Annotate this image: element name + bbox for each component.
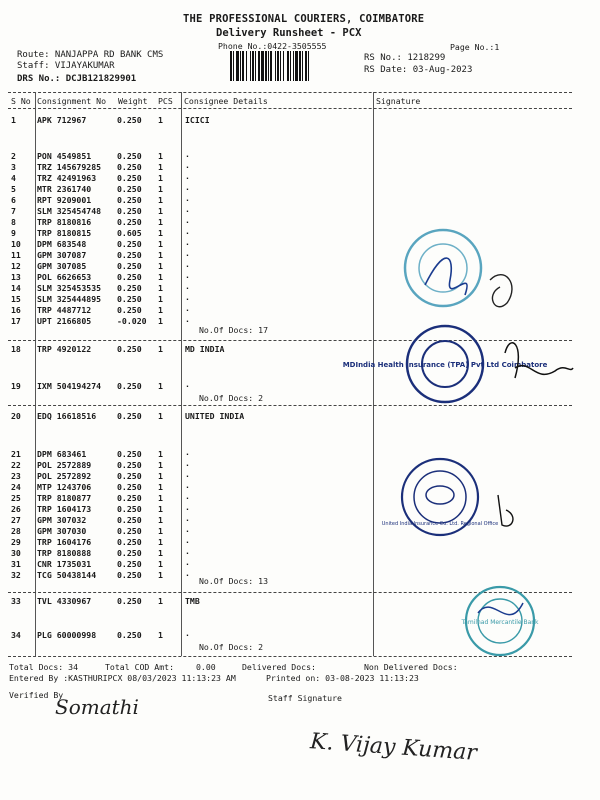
row-sno: 30 <box>11 548 21 558</box>
row-consignment: TRP 4920122 <box>37 344 92 354</box>
row-pcs: 1 <box>158 316 163 326</box>
row-weight: 0.250 <box>117 493 142 503</box>
row-pcs: 1 <box>158 548 163 558</box>
col-pcs: PCS <box>158 96 173 106</box>
row-consignment: TRZ 42491963 <box>37 173 97 183</box>
row-weight: 0.250 <box>117 206 142 216</box>
row-consignment: POL 6626653 <box>37 272 92 282</box>
row-consignment: POL 2572889 <box>37 460 92 470</box>
row-pcs: 1 <box>158 515 163 525</box>
row-sno: 18 <box>11 344 21 354</box>
row-pcs: 1 <box>158 305 163 315</box>
row-pcs: 1 <box>158 217 163 227</box>
row-weight: 0.250 <box>117 471 142 481</box>
staff-name: Staff: VIJAYAKUMAR <box>17 61 115 71</box>
total-docs: Total Docs: 34 <box>9 662 79 672</box>
row-consignee-blank: . <box>185 469 190 479</box>
group-doc-count: No.Of Docs: 2 <box>199 642 264 652</box>
col-weight: Weight <box>118 96 148 106</box>
footer-divider <box>8 656 572 657</box>
row-pcs: 1 <box>158 381 163 391</box>
row-weight: 0.250 <box>117 449 142 459</box>
row-sno: 3 <box>11 162 16 172</box>
row-consignment: SLM 325444895 <box>37 294 102 304</box>
row-weight: 0.250 <box>117 250 142 260</box>
row-pcs: 1 <box>158 493 163 503</box>
row-consignee-blank: . <box>185 314 190 324</box>
staff-handwritten-signature: K. Vijay Kumar <box>309 729 478 766</box>
verifier-signature: Somathi <box>55 695 139 719</box>
row-consignment: PLG 60000998 <box>37 630 97 640</box>
row-consignee-blank: . <box>185 215 190 225</box>
row-pcs: 1 <box>158 630 163 640</box>
mdindia-stamp-text: MDIndia Health Insurance (TPA) Pvt Ltd Coimbatore <box>342 361 548 369</box>
doc-title: Delivery Runsheet - PCX <box>216 27 362 39</box>
row-weight: 0.250 <box>117 217 142 227</box>
row-consignee-blank: . <box>185 193 190 203</box>
printed-on: Printed on: 03-08-2023 11:13:23 <box>266 673 419 683</box>
col-rule <box>181 92 182 656</box>
row-consignment: POL 2572892 <box>37 471 92 481</box>
row-sno: 15 <box>11 294 21 304</box>
row-sno: 21 <box>11 449 21 459</box>
row-weight: 0.250 <box>117 272 142 282</box>
row-consignee-blank: . <box>185 182 190 192</box>
row-pcs: 1 <box>158 482 163 492</box>
row-sno: 16 <box>11 305 21 315</box>
row-consignee-blank: . <box>185 480 190 490</box>
row-consignment: TRP 8180877 <box>37 493 92 503</box>
row-consignment: UPT 2166805 <box>37 316 92 326</box>
row-pcs: 1 <box>158 596 163 606</box>
row-consignment: GPM 307085 <box>37 261 87 271</box>
row-consignee-blank: . <box>185 546 190 556</box>
row-sno: 11 <box>11 250 21 260</box>
row-pcs: 1 <box>158 411 163 421</box>
col-rule <box>35 92 36 656</box>
rs-number: RS No.: 1218299 <box>364 53 446 63</box>
row-sno: 25 <box>11 493 21 503</box>
row-consignment: SLM 325453535 <box>37 283 102 293</box>
row-sno: 9 <box>11 228 16 238</box>
row-consignee: UNITED INDIA <box>185 411 245 421</box>
row-sno: 22 <box>11 460 21 470</box>
row-sno: 8 <box>11 217 16 227</box>
row-consignment: MTR 2361740 <box>37 184 92 194</box>
row-pcs: 1 <box>158 526 163 536</box>
total-cod-value: 0.00 <box>196 662 216 672</box>
row-pcs: 1 <box>158 239 163 249</box>
header-divider-bottom <box>8 108 572 109</box>
header-divider-top <box>8 92 572 93</box>
row-consignee-blank: . <box>185 524 190 534</box>
col-consignment: Consignment No <box>37 96 107 106</box>
row-consignee-blank: . <box>185 535 190 545</box>
row-weight: 0.250 <box>117 162 142 172</box>
row-sno: 31 <box>11 559 21 569</box>
row-consignee-blank: . <box>185 281 190 291</box>
row-sno: 12 <box>11 261 21 271</box>
united-india-stamp-text: United India Insurance Co. Ltd. Regional Office <box>381 521 499 527</box>
row-consignment: DPM 683461 <box>37 449 87 459</box>
row-sno: 5 <box>11 184 16 194</box>
row-pcs: 1 <box>158 115 163 125</box>
row-weight: 0.250 <box>117 381 142 391</box>
row-weight: 0.250 <box>117 411 142 421</box>
row-weight: 0.250 <box>117 537 142 547</box>
row-weight: 0.250 <box>117 151 142 161</box>
row-consignment: CNR 1735031 <box>37 559 92 569</box>
row-weight: 0.250 <box>117 548 142 558</box>
rs-date: RS Date: 03-Aug-2023 <box>364 65 473 75</box>
row-consignee-blank: . <box>185 491 190 501</box>
row-weight: 0.250 <box>117 559 142 569</box>
mdindia-stamp-signature <box>342 323 580 405</box>
row-consignee-blank: . <box>185 379 190 389</box>
row-pcs: 1 <box>158 449 163 459</box>
row-consignee-blank: . <box>185 568 190 578</box>
row-consignment: PON 4549851 <box>37 151 92 161</box>
row-consignment: MTP 1243706 <box>37 482 92 492</box>
row-consignee-blank: . <box>185 160 190 170</box>
group-doc-count: No.Of Docs: 2 <box>199 393 264 403</box>
non-delivered-docs: Non Delivered Docs: <box>364 662 458 672</box>
group-divider <box>8 405 572 406</box>
row-pcs: 1 <box>158 283 163 293</box>
row-consignment: IXM 504194274 <box>37 381 102 391</box>
row-consignment: APK 712967 <box>37 115 87 125</box>
row-sno: 23 <box>11 471 21 481</box>
row-consignment: TRP 8180815 <box>37 228 92 238</box>
row-consignment: TRP 1604176 <box>37 537 92 547</box>
row-sno: 20 <box>11 411 21 421</box>
row-weight: 0.250 <box>117 515 142 525</box>
row-consignee-blank: . <box>185 237 190 247</box>
entered-by: Entered By :KASTHURIPCX 08/03/2023 11:13:23 AM <box>9 673 236 683</box>
delivered-docs: Delivered Docs: <box>242 662 316 672</box>
row-weight: 0.250 <box>117 630 142 640</box>
row-consignee-blank: . <box>185 557 190 567</box>
row-pcs: 1 <box>158 184 163 194</box>
row-pcs: 1 <box>158 460 163 470</box>
total-cod-label: Total COD Amt: <box>105 662 175 672</box>
united-india-stamp-signature <box>381 455 528 545</box>
row-sno: 27 <box>11 515 21 525</box>
row-consignee-blank: . <box>185 628 190 638</box>
row-pcs: 1 <box>158 228 163 238</box>
row-consignee-blank: . <box>185 226 190 236</box>
barcode <box>230 51 354 81</box>
staff-signature-label: Staff Signature <box>268 693 342 703</box>
row-consignee-blank: . <box>185 303 190 313</box>
row-pcs: 1 <box>158 261 163 271</box>
row-sno: 32 <box>11 570 21 580</box>
col-signature: Signature <box>376 96 421 106</box>
row-consignee-blank: . <box>185 149 190 159</box>
row-consignee-blank: . <box>185 259 190 269</box>
row-sno: 34 <box>11 630 21 640</box>
row-weight: 0.250 <box>117 482 142 492</box>
col-sno: S No <box>11 96 31 106</box>
tmb-stamp <box>448 583 558 658</box>
row-consignment: TRP 4487712 <box>37 305 92 315</box>
row-pcs: 1 <box>158 570 163 580</box>
row-pcs: 1 <box>158 272 163 282</box>
row-pcs: 1 <box>158 195 163 205</box>
row-sno: 24 <box>11 482 21 492</box>
row-consignee-blank: . <box>185 204 190 214</box>
row-weight: 0.605 <box>117 228 142 238</box>
phone-number: Phone No.:0422-3505555 <box>218 41 327 51</box>
row-weight: 0.250 <box>117 195 142 205</box>
row-consignee-blank: . <box>185 292 190 302</box>
row-weight: 0.250 <box>117 294 142 304</box>
row-pcs: 1 <box>158 162 163 172</box>
row-consignee: TMB <box>185 596 200 606</box>
col-consignee: Consignee Details <box>184 96 268 106</box>
row-weight: 0.250 <box>117 596 142 606</box>
verified-by: Verified By <box>9 690 64 700</box>
row-consignee-blank: . <box>185 248 190 258</box>
row-pcs: 1 <box>158 151 163 161</box>
row-weight: 0.250 <box>117 460 142 470</box>
row-consignment: TVL 4330967 <box>37 596 92 606</box>
row-sno: 29 <box>11 537 21 547</box>
row-consignment: GPM 307030 <box>37 526 87 536</box>
row-consignment: TCG 50438144 <box>37 570 97 580</box>
row-sno: 7 <box>11 206 16 216</box>
row-weight: 0.250 <box>117 504 142 514</box>
row-weight: 0.250 <box>117 261 142 271</box>
row-consignee: MD INDIA <box>185 344 225 354</box>
row-pcs: 1 <box>158 250 163 260</box>
row-pcs: 1 <box>158 173 163 183</box>
row-consignment: GPM 307032 <box>37 515 87 525</box>
row-consignment: TRZ 145679285 <box>37 162 102 172</box>
group-doc-count: No.Of Docs: 17 <box>199 325 269 335</box>
row-sno: 1 <box>11 115 16 125</box>
row-consignee-blank: . <box>185 513 190 523</box>
row-weight: 0.250 <box>117 184 142 194</box>
row-weight: 0.250 <box>117 526 142 536</box>
row-consignee-blank: . <box>185 447 190 457</box>
row-consignment: GPM 307087 <box>37 250 87 260</box>
icici-stamp-signature <box>395 225 535 325</box>
tmb-stamp-text: Tamilnad Mercantile Bank <box>461 619 539 626</box>
row-consignment: TRP 8180888 <box>37 548 92 558</box>
drs-number: DRS No.: DCJB121829901 <box>17 74 137 84</box>
row-sno: 4 <box>11 173 16 183</box>
row-consignee-blank: . <box>185 502 190 512</box>
row-sno: 33 <box>11 596 21 606</box>
company-name: THE PROFESSIONAL COURIERS, COIMBATORE <box>183 13 425 25</box>
row-consignment: TRP 8180816 <box>37 217 92 227</box>
row-consignment: EDQ 16618516 <box>37 411 97 421</box>
col-rule <box>373 92 374 656</box>
row-weight: 0.250 <box>117 173 142 183</box>
row-sno: 14 <box>11 283 21 293</box>
row-consignee: ICICI <box>185 115 210 125</box>
row-pcs: 1 <box>158 344 163 354</box>
page-number: Page No.:1 <box>450 42 500 52</box>
row-sno: 28 <box>11 526 21 536</box>
row-weight: 0.250 <box>117 305 142 315</box>
group-doc-count: No.Of Docs: 13 <box>199 576 269 586</box>
row-consignment: DPM 683548 <box>37 239 87 249</box>
row-sno: 19 <box>11 381 21 391</box>
row-sno: 13 <box>11 272 21 282</box>
row-weight: 0.250 <box>117 115 142 125</box>
row-weight: -0.020 <box>117 316 147 326</box>
row-sno: 2 <box>11 151 16 161</box>
row-weight: 0.250 <box>117 344 142 354</box>
row-consignment: RPT 9209001 <box>37 195 92 205</box>
row-sno: 6 <box>11 195 16 205</box>
row-pcs: 1 <box>158 471 163 481</box>
row-sno: 26 <box>11 504 21 514</box>
row-consignment: TRP 1604173 <box>37 504 92 514</box>
row-weight: 0.250 <box>117 283 142 293</box>
row-consignment: SLM 325454748 <box>37 206 102 216</box>
row-pcs: 1 <box>158 559 163 569</box>
row-pcs: 1 <box>158 294 163 304</box>
row-sno: 10 <box>11 239 21 249</box>
row-consignee-blank: . <box>185 458 190 468</box>
row-consignee-blank: . <box>185 270 190 280</box>
row-weight: 0.250 <box>117 570 142 580</box>
row-weight: 0.250 <box>117 239 142 249</box>
route: Route: NANJAPPA RD BANK CMS <box>17 50 164 60</box>
row-pcs: 1 <box>158 206 163 216</box>
row-sno: 17 <box>11 316 21 326</box>
row-consignee-blank: . <box>185 171 190 181</box>
row-pcs: 1 <box>158 504 163 514</box>
row-pcs: 1 <box>158 537 163 547</box>
